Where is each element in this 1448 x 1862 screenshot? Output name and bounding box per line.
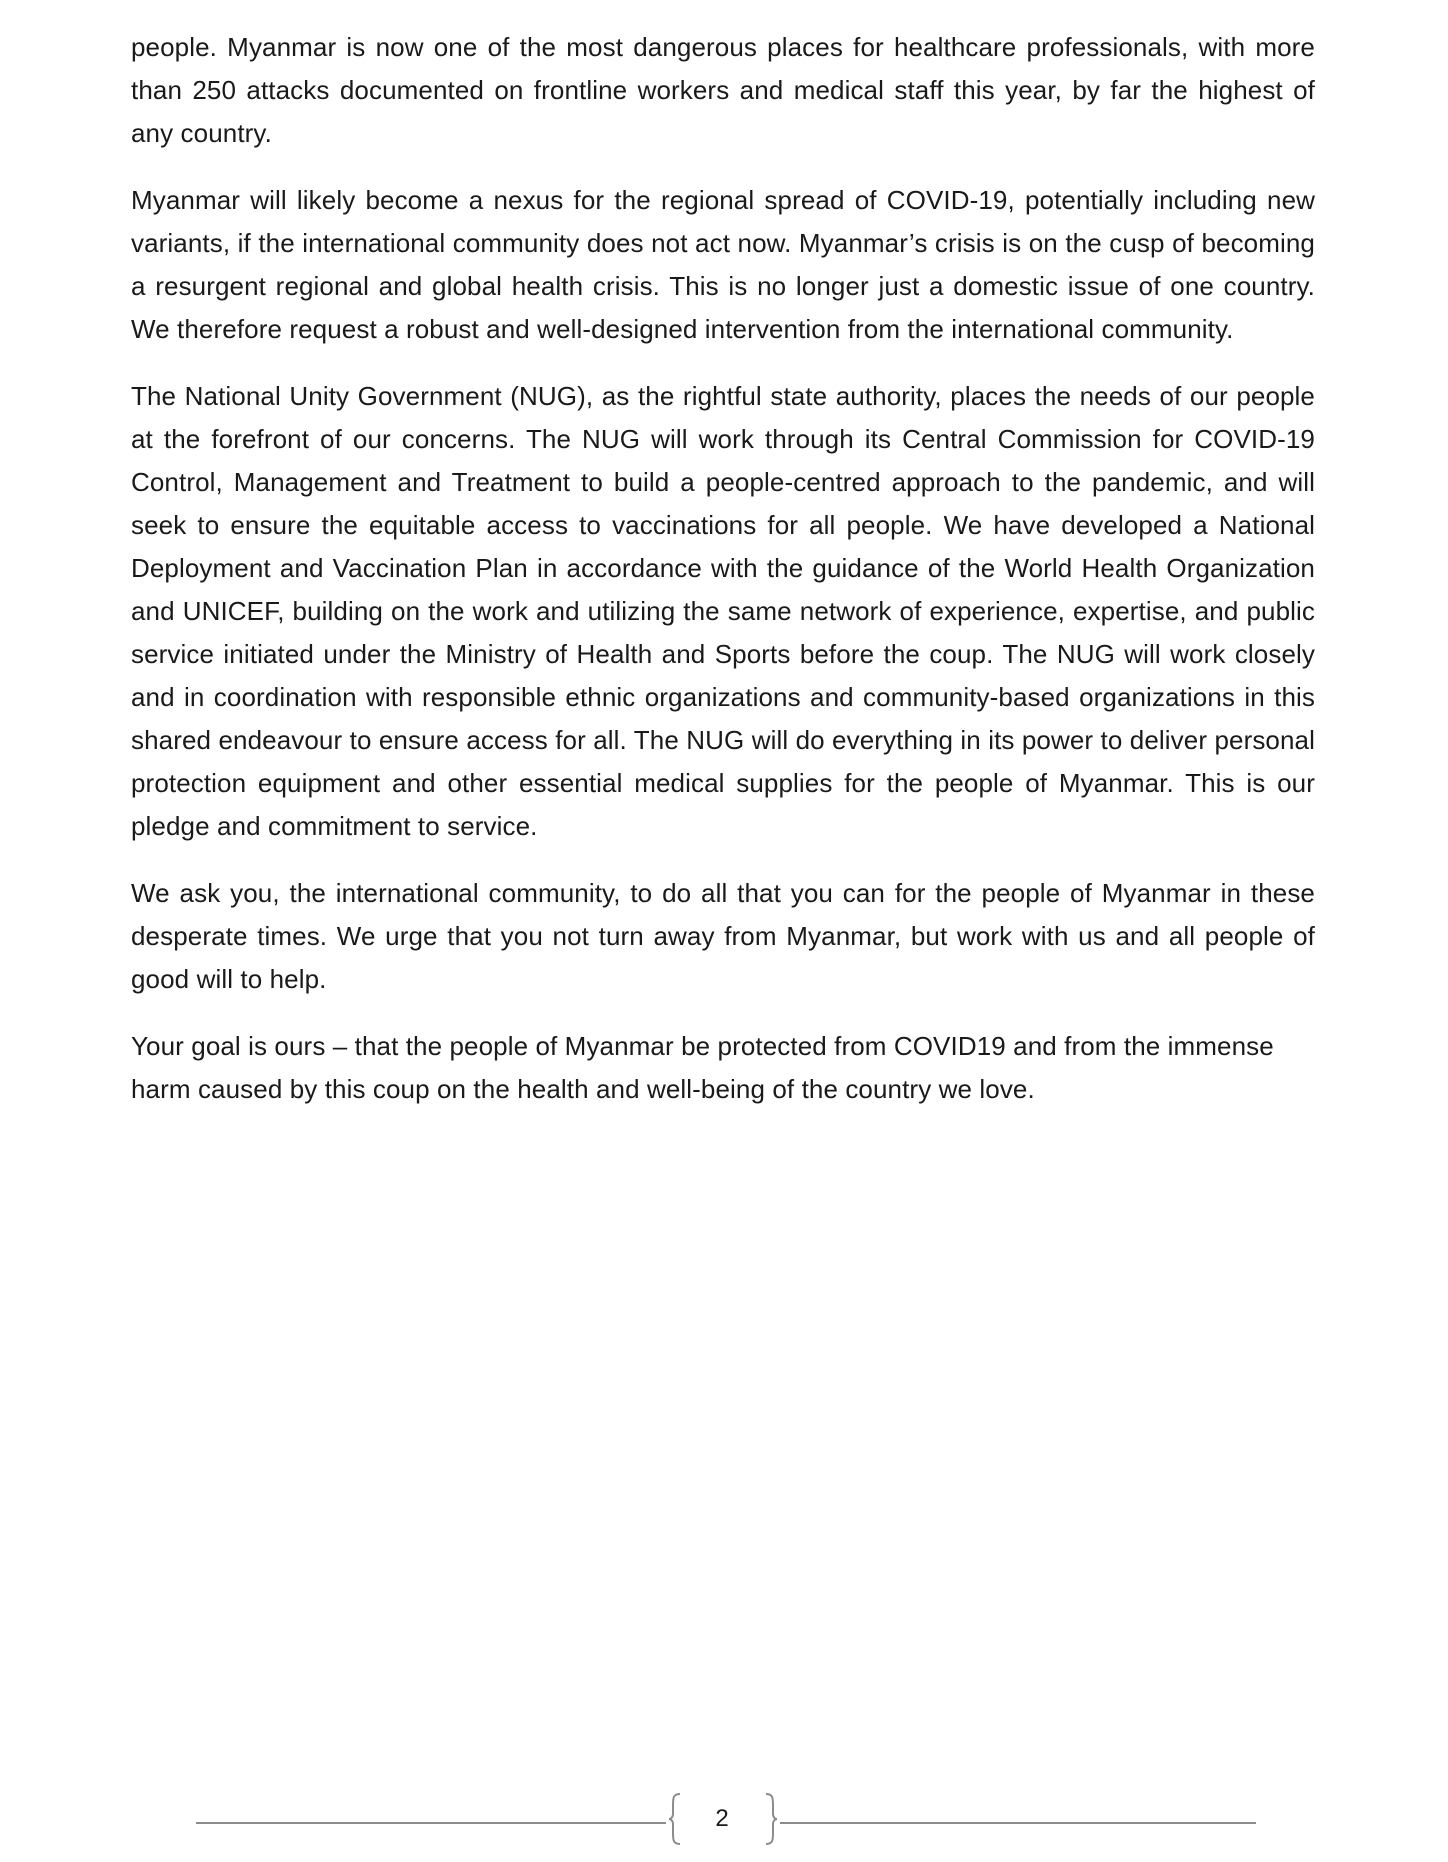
paragraph-nug-plan: The National Unity Government (NUG), as the rightful state authority, places the needs of our people at the forefront of our concerns. The NUG will work through its Central Commission for COVID-19 Control, Management and Treatment to build a people-centred approach to the pandemic, and will seek to ensure the equitable access to vaccinations for all people. We have developed a National Deployment and Vaccination Plan in accordance with the guidance of the World Health Organization and UNICEF, building on the work and utilizing the same network of experience, expertise, and public service initiated under the Ministry of Health and Sports before the coup. The NUG will work closely and in coordination with responsible ethnic organizations and community-based organizations in this shared endeavour to ensure access for all. The NUG will do everything in its power to deliver personal protection equipment and other essential medical supplies for the people of Myanmar. This is our pledge and commitment to service. (131, 381, 1315, 841)
paragraph-regional-spread: Myanmar will likely become a nexus for the regional spread of COVID-19, potentially including new variants, if the international community does not act now. Myanmar’s crisis is on the cusp of becoming a resurgent regional and global health crisis. This is no longer just a domestic issue of one country. We therefore request a robust and well-designed intervention from the international community. (131, 185, 1315, 344)
paragraph-appeal: We ask you, the international community, to do all that you can for the people of Myanmar in these desperate times. We urge that you not turn away from Myanmar, but work with us and all people of good will to help. (131, 878, 1315, 994)
footer-rule-right (780, 1822, 1256, 1824)
page-number: 2 (715, 1805, 729, 1832)
document-body (131, 26, 1315, 1135)
paragraph-closing: Your goal is ours – that the people of Myanmar be protected from COVID19 and from the immense harm caused by this coup on the health and well-being of the country we love. (131, 1031, 1274, 1104)
footer-rule-left (196, 1822, 666, 1824)
right-brace-icon (764, 1792, 778, 1846)
page-footer (196, 1792, 1256, 1852)
left-brace-icon (668, 1792, 682, 1846)
paragraph-healthcare-attacks: people. Myanmar is now one of the most dangerous places for healthcare professionals, with more than 250 attacks documented on frontline workers and medical staff this year, by far the highest of any country. (131, 32, 1315, 148)
